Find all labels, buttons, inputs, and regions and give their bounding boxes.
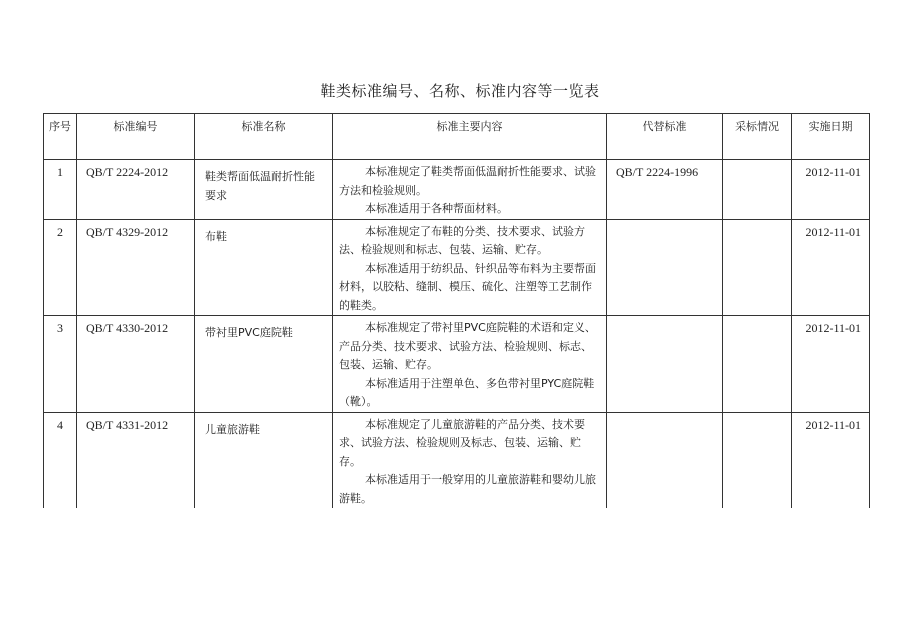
effective-date: 2012-11-01: [792, 412, 870, 508]
standard-name: 儿童旅游鞋: [195, 412, 333, 508]
standard-content: [333, 316, 607, 413]
header-adoption: 采标情况: [723, 114, 792, 160]
row-no: 4: [44, 412, 77, 508]
standard-code: QB/T 4330-2012: [77, 316, 195, 413]
standard-content: [333, 412, 607, 508]
table-row: [44, 219, 870, 316]
content-paragraph: 本标准适用于注塑单色、多色带衬里PYC庭院鞋（靴）。: [339, 376, 595, 408]
replaced-standard: [607, 219, 723, 316]
adoption-status: [723, 316, 792, 413]
row-no: 2: [44, 219, 77, 316]
content-paragraph: 本标准适用于一般穿用的儿童旅游鞋和婴幼儿旅游鞋。: [339, 473, 596, 505]
effective-date: 2012-11-01: [792, 160, 870, 220]
table-header-row: [44, 114, 870, 160]
header-replaces: 代替标准: [607, 114, 723, 160]
standards-table: [43, 113, 870, 508]
standard-name: 鞋类帮面低温耐折性能要求: [195, 160, 333, 220]
header-date: 实施日期: [792, 114, 870, 160]
row-no: 1: [44, 160, 77, 220]
header-content: 标准主要内容: [333, 114, 607, 160]
effective-date: 2012-11-01: [792, 316, 870, 413]
standard-name: 布鞋: [195, 219, 333, 316]
table-row: [44, 316, 870, 413]
standard-code: QB/T 4329-2012: [77, 219, 195, 316]
content-paragraph: 本标准适用于纺织品、针织品等布料为主要帮面材料，以胶粘、缝制、模压、硫化、注塑等工艺制作的鞋类。: [339, 261, 596, 312]
content-paragraph: 本标准规定了儿童旅游鞋的产品分类、技术要求、试验方法、检验规则及标志、包装、运输、贮存。: [339, 417, 585, 468]
header-name: 标准名称: [195, 114, 333, 160]
replaced-standard: [607, 412, 723, 508]
standard-name: 带衬里PVC庭院鞋: [195, 316, 333, 413]
table-row: [44, 160, 870, 220]
standard-code: QB/T 2224-2012: [77, 160, 195, 220]
content-paragraph: 本标准规定了带衬里PVC庭院鞋的术语和定义、产品分类、技术要求、试验方法、检验规则、标志、包装、运输、贮存。: [339, 321, 596, 371]
standard-content: [333, 160, 607, 220]
page-title: 鞋类标准编号、名称、标准内容等一览表: [320, 82, 600, 100]
adoption-status: [723, 160, 792, 220]
table-row: [44, 412, 870, 508]
replaced-standard: QB/T 2224-1996: [607, 160, 723, 220]
header-code: 标准编号: [77, 114, 195, 160]
standard-content: [333, 219, 607, 316]
header-no: 序号: [44, 114, 77, 160]
standard-code: QB/T 4331-2012: [77, 412, 195, 508]
adoption-status: [723, 219, 792, 316]
effective-date: 2012-11-01: [792, 219, 870, 316]
adoption-status: [723, 412, 792, 508]
content-paragraph: 本标准规定了鞋类帮面低温耐折性能要求、试验方法和检验规则。: [339, 165, 596, 197]
content-paragraph: 本标准规定了布鞋的分类、技术要求、试验方法、检验规则和标志、包装、运输、贮存。: [339, 224, 585, 256]
replaced-standard: [607, 316, 723, 413]
content-paragraph: 本标准适用于各种帮面材料。: [365, 202, 508, 215]
row-no: 3: [44, 316, 77, 413]
